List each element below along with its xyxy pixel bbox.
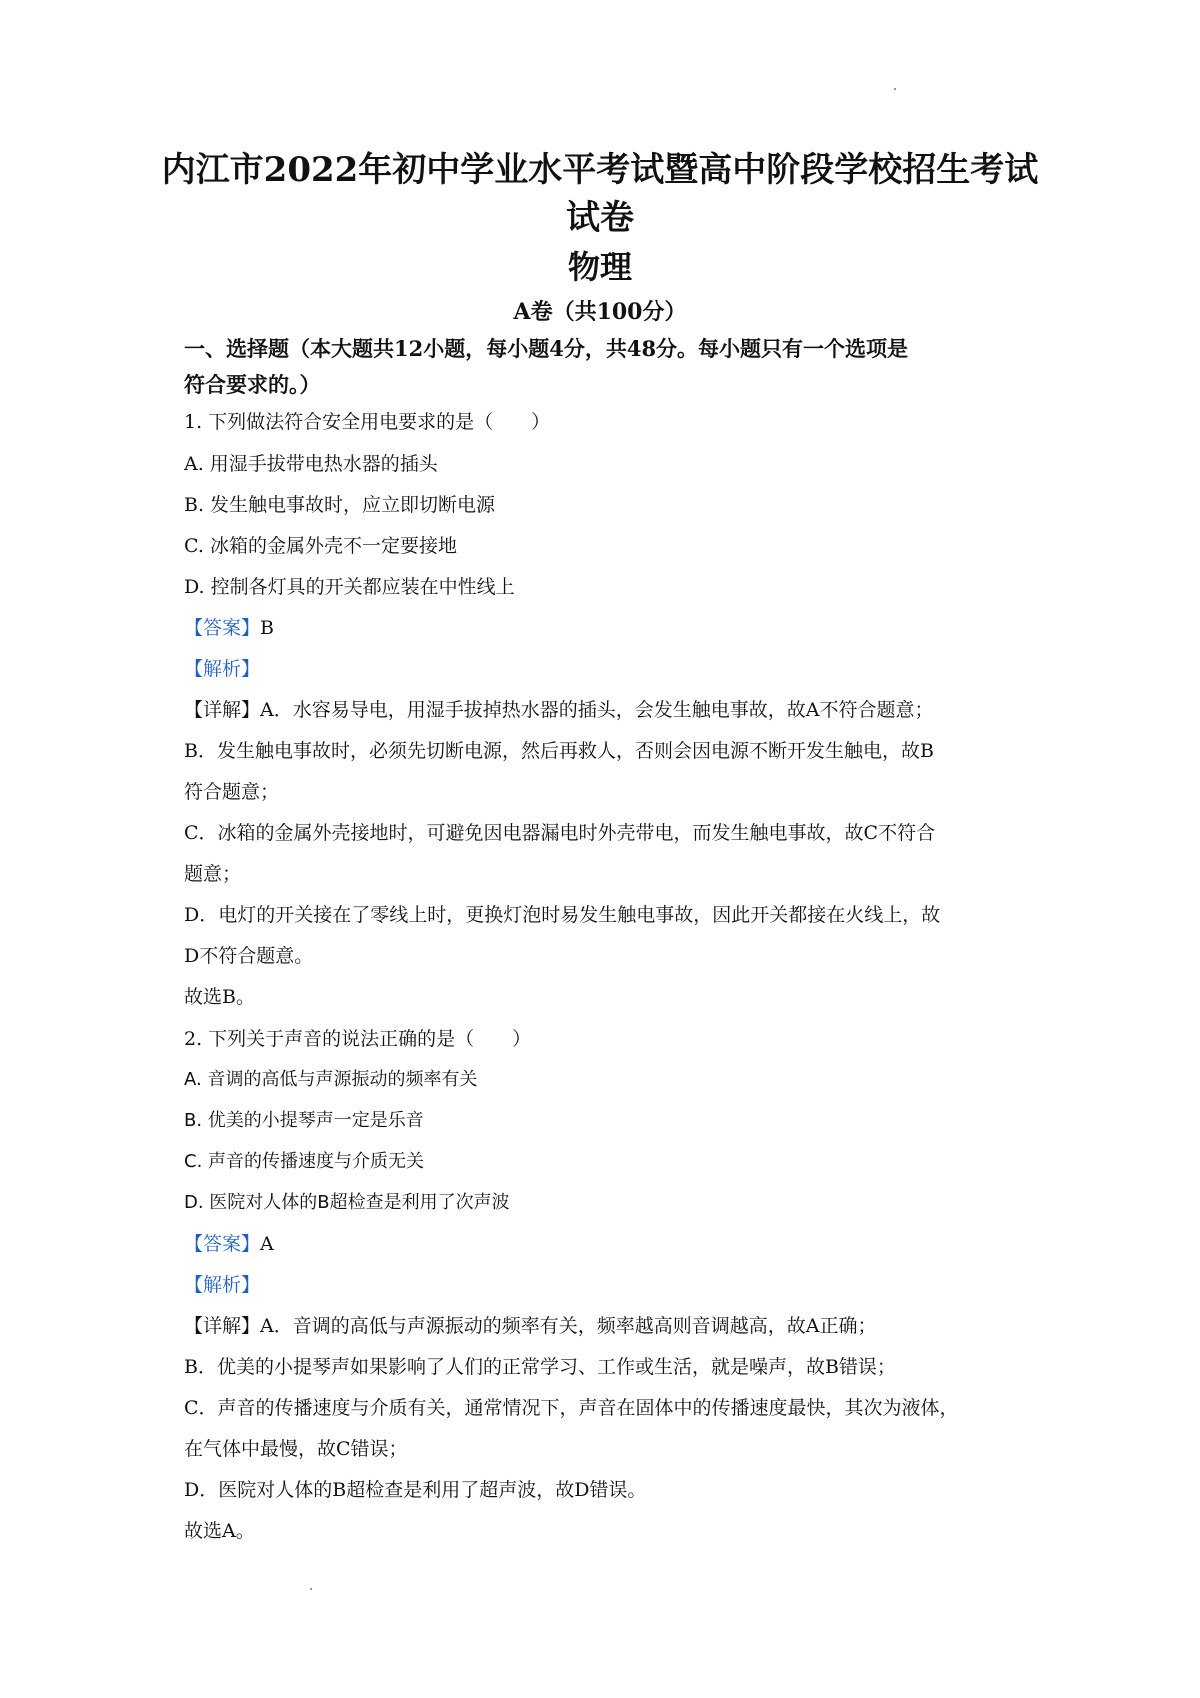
section-heading-line1: 一、选择题（本大题共12小题，每小题4分，共48分。每小题只有一个选项是 bbox=[184, 336, 909, 361]
q2-detail-line3: C．声音的传播速度与介质有关，通常情况下，声音在固体中的传播速度最快，其次为液体， bbox=[184, 1397, 959, 1419]
exam-title-line1: 内江市2022年初中学业水平考试暨高中阶段学校招生考试 bbox=[161, 150, 1039, 190]
detail-tag: 【详解】 bbox=[184, 1315, 261, 1337]
q1-detail-line6: D．电灯的开关接在了零线上时，更换灯泡时易发生触电事故，因此开关都接在火线上，故 bbox=[184, 904, 941, 926]
answer-tag: 【答案】 bbox=[184, 617, 261, 639]
exam-title-line2: 试卷 bbox=[566, 198, 634, 238]
q2-detail-line5: D．医院对人体的B超检查是利用了超声波，故D错误。 bbox=[184, 1479, 647, 1501]
detail-text: A．音调的高低与声源振动的频率有关，频率越高则音调越高，故A正确； bbox=[260, 1315, 877, 1337]
detail-text: A．水容易导电，用湿手拔掉热水器的插头，会发生触电事故，故A不符合题意； bbox=[260, 699, 934, 721]
paper-section-label: A卷（共100分） bbox=[513, 299, 687, 325]
q2-analysis-tag: 【解析】 bbox=[184, 1274, 261, 1296]
q2-option-a: A. 音调的高低与声源振动的频率有关 bbox=[184, 1069, 478, 1090]
q1-detail-line2: B．发生触电事故时，必须先切断电源，然后再救人，否则会因电源不断开发生触电，故B bbox=[184, 740, 934, 762]
section-heading-line2: 符合要求的。） bbox=[184, 372, 321, 397]
q1-analysis-tag: 【解析】 bbox=[184, 658, 261, 680]
q2-detail-line1 bbox=[184, 1313, 1034, 1339]
answer-tag: 【答案】 bbox=[184, 1233, 261, 1255]
q1-detail-line5: 题意； bbox=[184, 863, 242, 885]
q1-detail-line4: C．冰箱的金属外壳接地时，可避免因电器漏电时外壳带电，而发生触电事故，故C不符合 bbox=[184, 822, 936, 844]
q1-answer bbox=[184, 615, 1034, 641]
q2-option-b: B. 优美的小提琴声一定是乐音 bbox=[184, 1110, 424, 1131]
q1-option-d: D. 控制各灯具的开关都应装在中性线上 bbox=[184, 576, 515, 598]
q2-detail-line4: 在气体中最慢，故C错误； bbox=[184, 1438, 408, 1460]
detail-tag: 【详解】 bbox=[184, 699, 261, 721]
q1-option-b: B. 发生触电事故时，应立即切断电源 bbox=[184, 494, 496, 516]
answer-value: B bbox=[260, 617, 274, 639]
scan-speck bbox=[894, 88, 896, 90]
q2-option-c: C. 声音的传播速度与介质无关 bbox=[184, 1151, 425, 1172]
q1-stem: 1. 下列做法符合安全用电要求的是（ ） bbox=[184, 411, 551, 433]
q2-detail-line2: B．优美的小提琴声如果影响了人们的正常学习、工作或生活，就是噪声，故B错误； bbox=[184, 1356, 896, 1378]
answer-value: A bbox=[260, 1233, 274, 1255]
subject-title: 物理 bbox=[567, 248, 632, 286]
q1-detail-line7: D不符合题意。 bbox=[184, 945, 314, 967]
q1-conclusion: 故选B。 bbox=[184, 986, 255, 1008]
q2-answer bbox=[184, 1231, 1034, 1257]
q2-conclusion: 故选A。 bbox=[184, 1520, 255, 1542]
q2-stem: 2. 下列关于声音的说法正确的是（ ） bbox=[184, 1028, 532, 1050]
q1-detail-line3: 符合题意； bbox=[184, 781, 280, 803]
q1-option-a: A. 用湿手拔带电热水器的插头 bbox=[184, 453, 438, 475]
scan-speck bbox=[310, 1588, 312, 1590]
q1-option-c: C. 冰箱的金属外壳不一定要接地 bbox=[184, 535, 457, 557]
q1-detail-line1 bbox=[184, 697, 1034, 723]
q2-option-d: D. 医院对人体的B超检查是利用了次声波 bbox=[184, 1192, 510, 1213]
